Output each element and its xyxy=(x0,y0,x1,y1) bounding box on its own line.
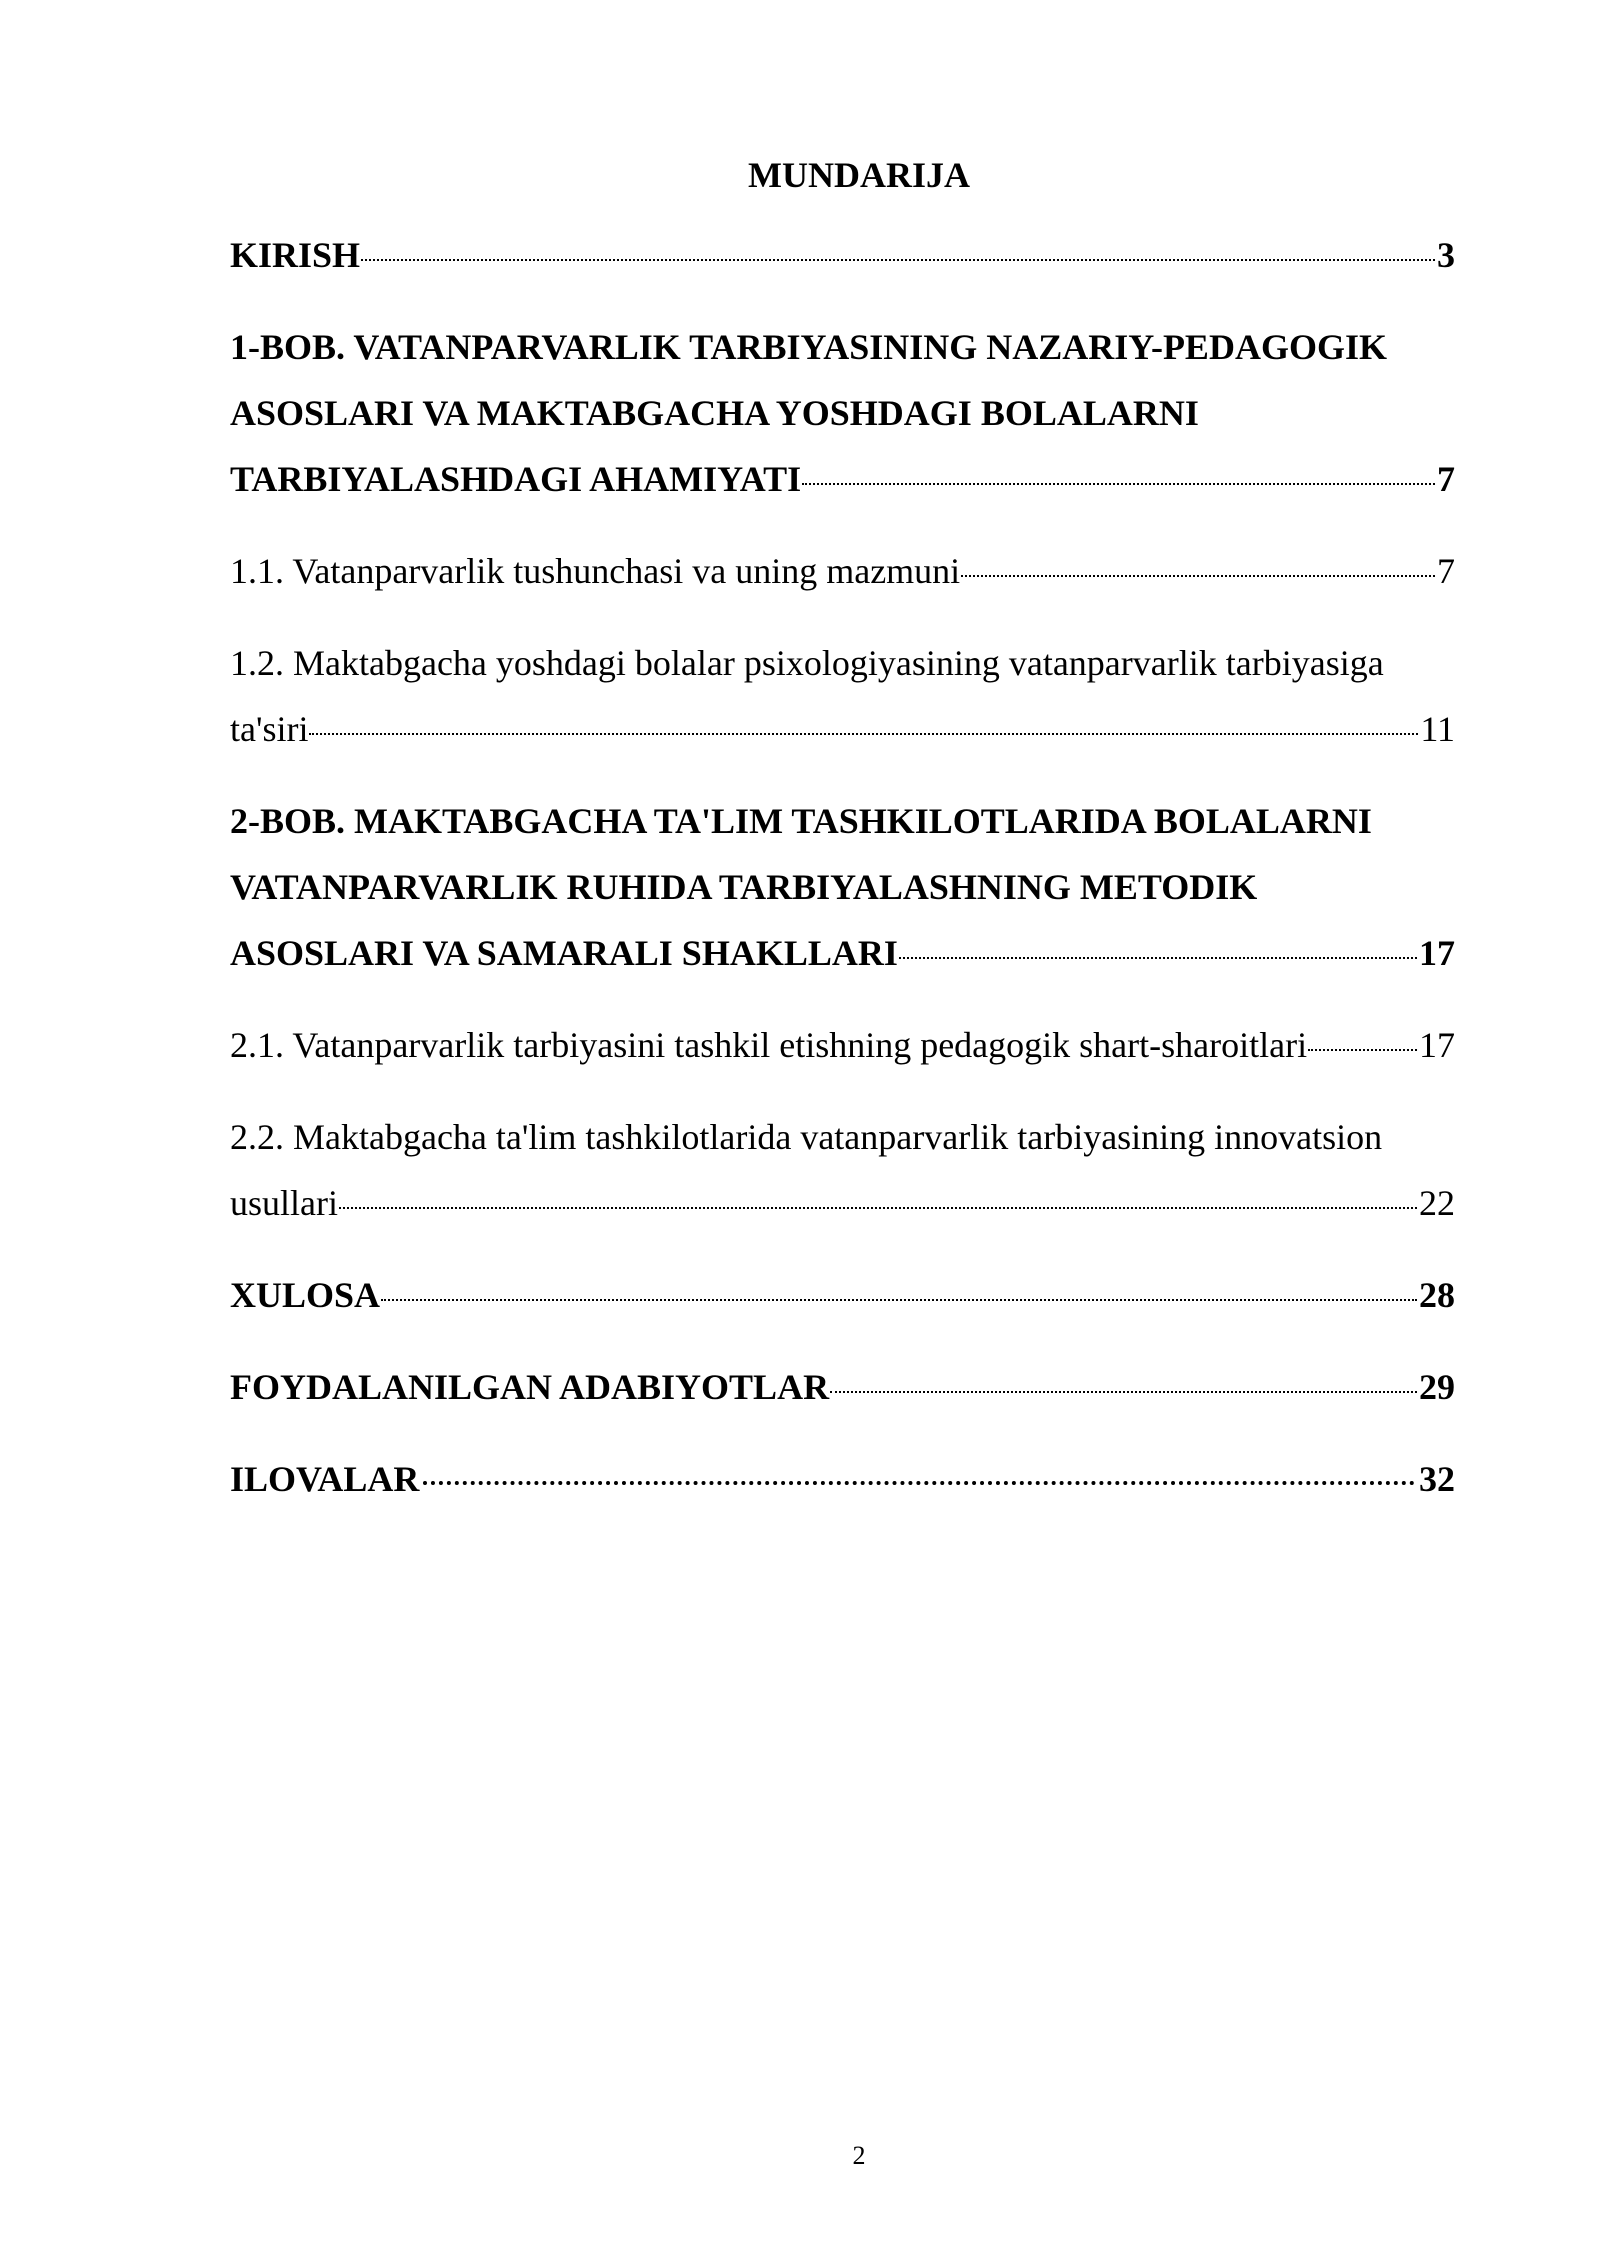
toc-entry[interactable] xyxy=(230,630,1455,762)
dot-leader xyxy=(309,733,1418,735)
toc-entry-text: ASOSLARI VA MAKTABGACHA YOSHDAGI BOLALARNI xyxy=(230,393,1199,433)
toc-entry-line xyxy=(230,222,1455,288)
toc-entry-text: TARBIYALASHDAGI AHAMIYATI xyxy=(230,459,802,499)
toc-entry-line xyxy=(230,446,1455,512)
toc-entry-text: FOYDALANILGAN ADABIYOTLAR xyxy=(230,1367,830,1407)
dot-leader xyxy=(830,1391,1417,1393)
toc-entry-text: ILOVALAR xyxy=(230,1459,420,1499)
toc-entry[interactable] xyxy=(230,314,1455,512)
dot-leader xyxy=(1308,1049,1417,1051)
toc-page-number: 28 xyxy=(1419,1275,1455,1315)
toc-entry-line xyxy=(230,1262,1455,1328)
dot-leader xyxy=(899,957,1417,959)
toc-entry[interactable] xyxy=(230,1012,1455,1078)
toc-entry-text: 2.2. Maktabgacha ta'lim tashkilotlarida vatanparvarlik tarbiyasining innovatsion xyxy=(230,1117,1383,1157)
toc-entry-line xyxy=(230,1170,1455,1236)
dot-leader xyxy=(423,1481,1415,1485)
toc-entry-line xyxy=(230,920,1455,986)
toc-entry-text: ASOSLARI VA SAMARALI SHAKLLARI xyxy=(230,933,898,973)
dot-leader xyxy=(802,483,1435,485)
toc-entry-line xyxy=(230,1446,1455,1512)
toc-entry-text: 2.1. Vatanparvarlik tarbiyasini tashkil etishning pedagogik shart-sharoitlari xyxy=(230,1025,1308,1065)
toc-entry-line xyxy=(230,696,1455,762)
table-of-contents xyxy=(230,222,1455,1512)
toc-entry[interactable] xyxy=(230,1354,1455,1420)
toc-entry[interactable] xyxy=(230,1262,1455,1328)
toc-entry-text: 2-BOB. MAKTABGACHA TA'LIM TASHKILOTLARIDA BOLALARNI xyxy=(230,801,1372,841)
toc-page-number: 32 xyxy=(1419,1459,1455,1499)
toc-entry[interactable] xyxy=(230,788,1455,986)
toc-entry-text: 1.2. Maktabgacha yoshdagi bolalar psixologiyasining vatanparvarlik tarbiyasiga xyxy=(230,643,1384,683)
toc-page-number: 11 xyxy=(1420,709,1455,749)
dot-leader xyxy=(339,1207,1417,1209)
toc-page-number: 29 xyxy=(1419,1367,1455,1407)
toc-entry-line xyxy=(230,538,1455,604)
toc-entry-text: usullari xyxy=(230,1183,338,1223)
toc-page-number: 17 xyxy=(1419,1025,1455,1065)
toc-entry-line xyxy=(230,1354,1455,1420)
toc-entry[interactable] xyxy=(230,1446,1455,1512)
toc-page-number: 3 xyxy=(1437,235,1455,275)
toc-entry-text: 1.1. Vatanparvarlik tushunchasi va uning mazmuni xyxy=(230,551,961,591)
toc-entry[interactable] xyxy=(230,222,1455,288)
toc-entry[interactable] xyxy=(230,1104,1455,1236)
dot-leader xyxy=(361,259,1435,261)
toc-entry-text: KIRISH xyxy=(230,235,361,275)
dot-leader xyxy=(961,575,1435,577)
page-number: 2 xyxy=(852,2141,866,2170)
toc-page-number: 17 xyxy=(1419,933,1455,973)
toc-entry[interactable] xyxy=(230,538,1455,604)
toc-entry-text: 1-BOB. VATANPARVARLIK TARBIYASINING NAZARIY-PEDAGOGIK xyxy=(230,327,1387,367)
toc-page-number: 7 xyxy=(1437,459,1455,499)
toc-page-number: 22 xyxy=(1419,1183,1455,1223)
page-title: MUNDARIJA xyxy=(748,155,970,195)
toc-page-number: 7 xyxy=(1437,551,1455,591)
toc-entry-text: VATANPARVARLIK RUHIDA TARBIYALASHNING METODIK xyxy=(230,867,1258,907)
dot-leader xyxy=(381,1299,1417,1301)
toc-entry-line xyxy=(230,1012,1455,1078)
toc-entry-text: ta'siri xyxy=(230,709,309,749)
toc-entry-text: XULOSA xyxy=(230,1275,381,1315)
